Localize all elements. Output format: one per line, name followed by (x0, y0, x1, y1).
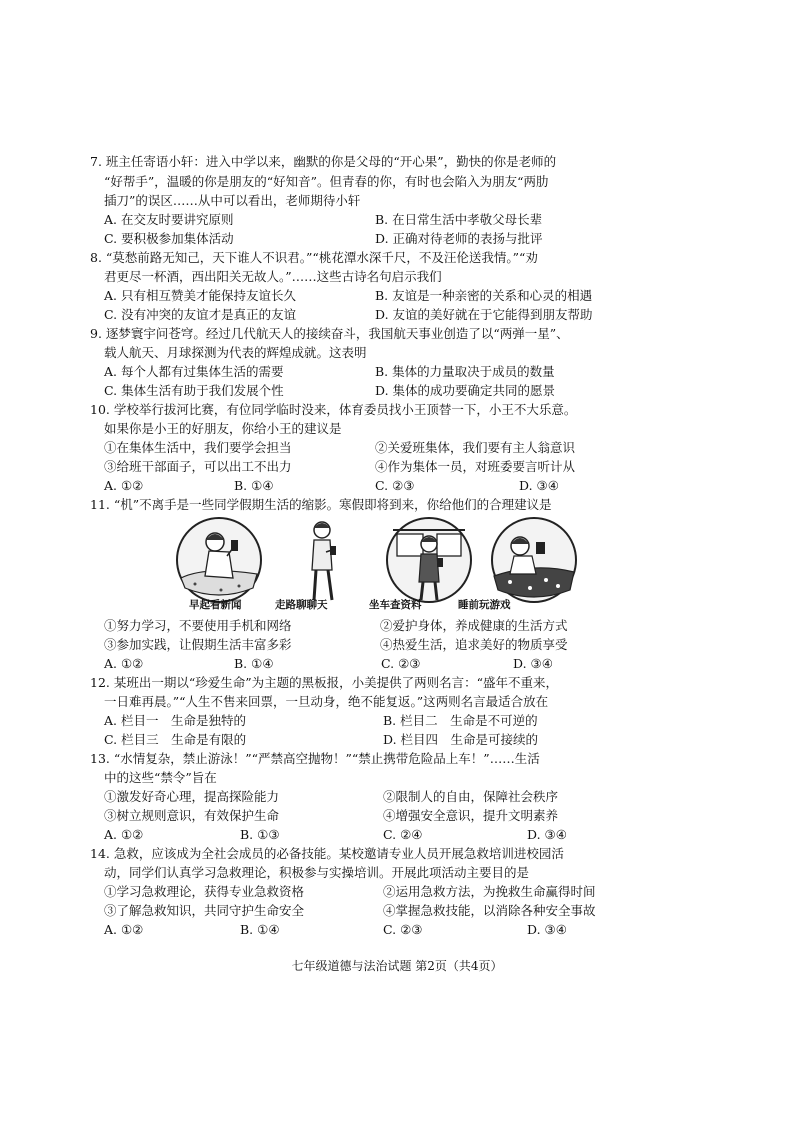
q10-choice-2: ②关爱班集体，我们要有主人翁意识 (375, 440, 576, 455)
walking-phone-illustration (280, 516, 368, 604)
q7-option-c: C. 要积极参加集体活动 (104, 231, 234, 246)
q14-stem: 14. 急救，应该成为全社会成员的必备技能。某校邀请专业人员开展急救培训进校园活 (90, 846, 564, 861)
q11-option-a: A. ①② (104, 656, 144, 671)
q14-option-b: B. ①④ (240, 922, 280, 937)
q10-option-b: B. ①④ (234, 478, 274, 493)
q8-option-a: A. 只有相互赞美才能保持友谊长久 (104, 288, 296, 303)
q14-choice-2: ②运用急救方法，为挽救生命赢得时间 (383, 884, 596, 899)
q10-option-d: D. ③④ (519, 478, 559, 493)
q13-choice-1: ①激发好奇心理，提高探险能力 (104, 789, 280, 804)
q12-option-d: D. 栏目四 生命是可接续的 (383, 732, 539, 747)
q9-option-d: D. 集体的成功要确定共同的愿景 (375, 383, 556, 398)
q14-choice-4: ④掌握急救技能，以消除各种安全事故 (383, 903, 596, 918)
q10-stem: 10. 学校举行拔河比赛，有位同学临时没来，体育委员找小王顶替一下，小王不大乐意。 (90, 402, 577, 417)
q11-option-d: D. ③④ (513, 656, 553, 671)
q9-stem: 9. 逐梦寰宇问苍穹。经过几代航天人的接续奋斗，我国航天事业创造了以“两弹一星”、 (90, 326, 569, 341)
q14-option-a: A. ①② (104, 922, 144, 937)
q9-stem: 载人航天、月球探测为代表的辉煌成就。这表明 (104, 345, 367, 360)
q14-option-c: C. ②③ (383, 922, 423, 937)
q11-choice-3: ③参加实践，让假期生活丰富多彩 (104, 637, 292, 652)
q13-option-a: A. ①② (104, 827, 144, 842)
q9-option-c: C. 集体生活有助于我们发展个性 (104, 383, 284, 398)
q13-option-d: D. ③④ (527, 827, 567, 842)
q7-option-a: A. 在交友时要讲究原则 (104, 212, 234, 227)
q14-choice-3: ③了解急救知识，共同守护生命安全 (104, 903, 305, 918)
phone-in-bed-illustration (175, 516, 263, 604)
q7-stem: 7. 班主任寄语小轩：进入中学以来，幽默的你是父母的“开心果”，勤快的你是老师的 (90, 154, 557, 169)
q10-stem: 如果你是小王的好朋友，你给小王的建议是 (104, 421, 342, 436)
q10-choice-3: ③给班干部面子，可以出工不出力 (104, 459, 292, 474)
q13-stem: 中的这些“禁令”旨在 (104, 770, 217, 785)
q11-caption-4: 睡前玩游戏 (458, 599, 511, 611)
q11-stem: 11. “机”不离手是一些同学假期生活的缩影。寒假即将到来，你给他们的合理建议是 (90, 497, 552, 512)
q11-choice-1: ①努力学习，不要使用手机和网络 (104, 618, 292, 633)
q11-caption-2: 走路聊聊天 (275, 599, 328, 611)
q11-choice-4: ④热爱生活，追求美好的物质享受 (380, 637, 568, 652)
q11-caption-3: 坐车查资料 (369, 599, 422, 611)
q9-option-a: A. 每个人都有过集体生活的需要 (104, 364, 284, 379)
q8-option-b: B. 友谊是一种亲密的关系和心灵的相遇 (375, 288, 593, 303)
q14-option-d: D. ③④ (527, 922, 567, 937)
q12-option-c: C. 栏目三 生命是有限的 (104, 732, 247, 747)
q13-stem: 13. “水情复杂，禁止游泳！”“严禁高空抛物！”“禁止携带危险品上车！”……生活 (90, 751, 540, 766)
q11-choice-2: ②爱护身体，养成健康的生活方式 (380, 618, 568, 633)
q9-option-b: B. 集体的力量取决于成员的数量 (375, 364, 555, 379)
bed-game-illustration (490, 516, 578, 604)
q12-stem: 12. 某班出一期以“珍爱生命”为主题的黑板报，小美提供了两则名言：“盛年不重来， (90, 675, 559, 690)
q11-option-b: B. ①④ (234, 656, 274, 671)
q8-option-d: D. 友谊的美好就在于它能得到朋友帮助 (375, 307, 593, 322)
q7-option-b: B. 在日常生活中孝敬父母长辈 (375, 212, 543, 227)
q10-choice-4: ④作为集体一员，对班委要言听计从 (375, 459, 576, 474)
q11-caption-1: 早起看新闻 (189, 599, 242, 611)
q10-option-a: A. ①② (104, 478, 144, 493)
q7-stem: “好帮手”，温暖的你是朋友的“好知音”。但青春的你，有时也会陷入为朋友“两肋 (104, 174, 549, 189)
bus-phone-illustration (385, 516, 473, 604)
q14-stem: 动，同学们认真学习急救理论，积极参与实操培训。开展此项活动主要目的是 (104, 865, 530, 880)
q7-option-d: D. 正确对待老师的表扬与批评 (375, 231, 543, 246)
q12-option-a: A. 栏目一 生命是独特的 (104, 713, 246, 728)
q8-stem: 君更尽一杯酒，西出阳关无故人。”……这些古诗名句启示我们 (104, 269, 442, 284)
q7-stem: 插刀”的误区……从中可以看出，老师期待小轩 (104, 193, 361, 208)
q10-choice-1: ①在集体生活中，我们要学会担当 (104, 440, 292, 455)
page-footer: 七年级道德与法治试题 第2页（共4页） (291, 959, 503, 973)
q8-stem: 8. “莫愁前路无知己，天下谁人不识君。”“桃花潭水深千尺，不及汪伦送我情。”“劝 (90, 250, 538, 265)
q14-choice-1: ①学习急救理论，获得专业急救资格 (104, 884, 305, 899)
q13-choice-2: ②限制人的自由，保障社会秩序 (383, 789, 559, 804)
q12-option-b: B. 栏目二 生命是不可逆的 (383, 713, 538, 728)
q13-choice-4: ④增强安全意识，提升文明素养 (383, 808, 559, 823)
q10-option-c: C. ②③ (375, 478, 415, 493)
q13-choice-3: ③树立规则意识，有效保护生命 (104, 808, 280, 823)
q13-option-c: C. ②④ (383, 827, 423, 842)
q8-option-c: C. 没有冲突的友谊才是真正的友谊 (104, 307, 297, 322)
q13-option-b: B. ①③ (240, 827, 280, 842)
q12-stem: 一日难再晨。”“人生不售来回票，一旦动身，绝不能复返。”这两则名言最适合放在 (104, 694, 549, 709)
q11-option-c: C. ②③ (381, 656, 421, 671)
